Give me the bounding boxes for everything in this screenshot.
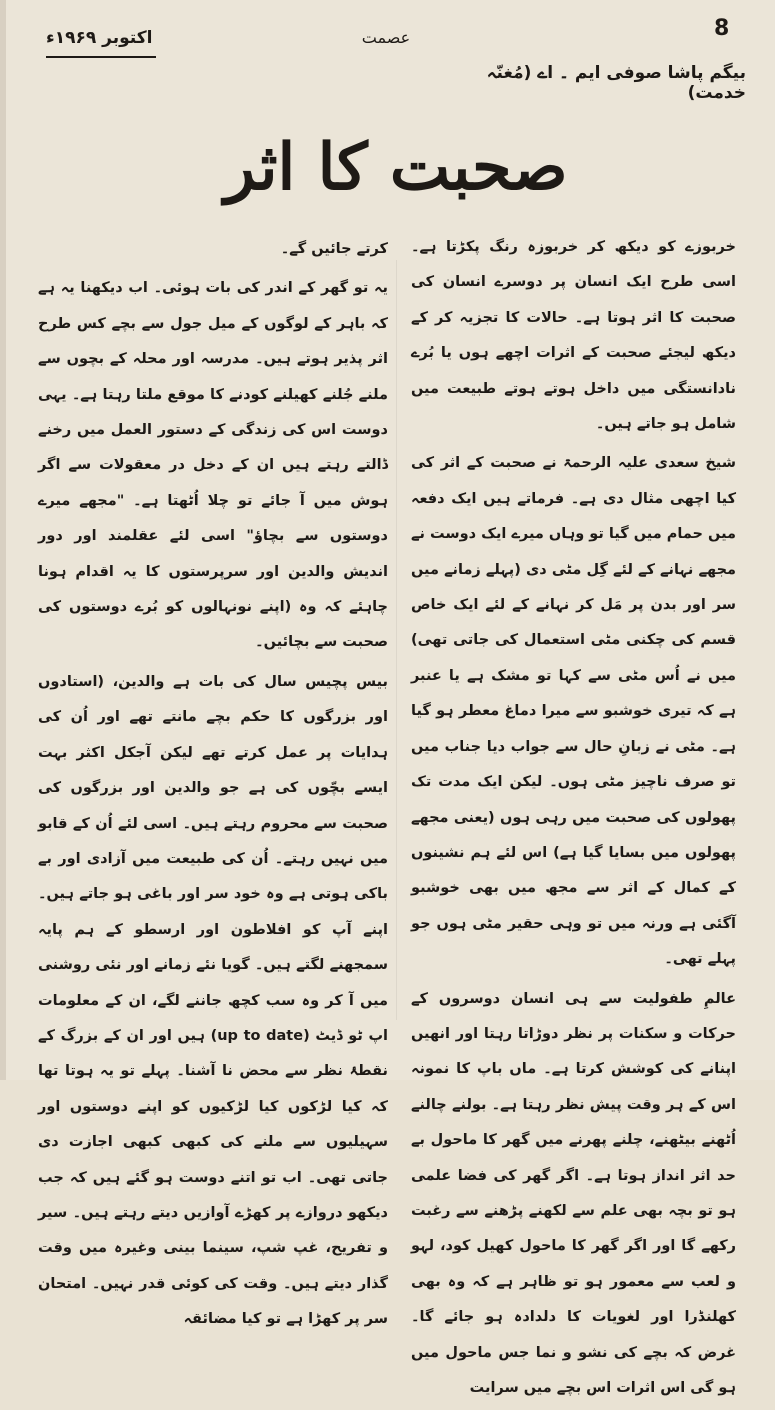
journal-name: عصمت — [361, 28, 411, 47]
paragraph: کرتے جائیں گے۔ — [280, 241, 388, 257]
paragraph: شیخ سعدی علیہ الرحمۃ نے صحبت کے اثر کی کیا اچھی مثال دی ہے۔ فرماتے ہیں ایک دفعہ میں حمام میں گیا تو وہاں میرے ایک دوست نے مجھے نہانے کے لئے گِل مٹی دی (پہلے زمانے میں سر اور بدن پر مَل کر نہانے کے لئے ایک خاص قسم کی چکنی مٹی استعمال کی جاتی تھی) میں نے اُس مٹی سے کہا تو مشک ہے یا عنبر ہے کہ تیری خوشبو سے میرا دماغ معطر ہو گیا ہے۔ مٹی نے زبانِ حال سے جواب دیا جناب میں تو صرف ناچیز مٹی ہوں۔ لیکن ایک مدت تک پھولوں کی صحبت میں رہی ہوں (یعنی مجھے پھولوں میں بسایا گیا ہے) اس لئے ہم نشینوں کے کمال کے اثر سے مجھ میں بھی خوشبو آگئی ہے ورنہ میں تو وہی حقیر مٹی ہوں جو پہلے تھی۔ — [411, 455, 736, 968]
issue-date: اکتوبر ۱۹۶۹ء — [46, 28, 153, 48]
date-underline — [46, 56, 156, 58]
right-column — [411, 230, 736, 1410]
article-title: صحبت کا اثر — [224, 130, 568, 205]
paragraph: بیس پچیس سال کی بات ہے والدین، (استادوں اور بزرگوں کا حکم بچے مانتے تھے اور اُن کی ہدایات پر عمل کرتے تھے لیکن آجکل اکثر بہت ایسے بچّوں کی ہے جو والدین اور بزرگوں کی صحبت سے محروم رہتے ہیں۔ اسی لئے اُن کے قابو میں نہیں رہتے۔ اُن کی طبیعت میں آزادی اور بے باکی ہوتی ہے وہ خود سر اور باغی ہو جاتے ہیں۔ اپنے آپ کو افلاطون اور ارسطو کے ہم پایہ سمجھنے لگتے ہیں۔ گویا نئے زمانے اور نئی روشنی میں آ کر وہ سب کچھ جاننے لگے، ان کے معلومات اپ ٹو ڈیٹ (up to date) ہیں اور ان کے بزرگ کے نقطۂ نظر سے محض نا آشنا۔ پہلے تو یہ ہوتا تھا کہ کیا لڑکوں کیا لڑکیوں کو اپنے دوستوں اور سہیلیوں سے ملنے کی کبھی کبھی اجازت دی جاتی تھی۔ اب تو اتنے دوست ہو گئے ہیں کہ جب دیکھو دروازے پر کھڑے آوازیں دیتے رہتے ہیں۔ سیر و تفریح، غپ شپ، سینما بینی وغیرہ میں وقت گذار دیتے ہیں۔ وقت کی کوئی قدر نہیں۔ امتحان سر پر کھڑا ہے تو کیا مضائقہ — [38, 673, 389, 1328]
paragraph: عالمِ طفولیت سے ہی انسان دوسروں کے حرکات و سکنات پر نظر دوڑاتا رہتا اور انھیں اپنانے کی کوشش کرتا ہے۔ ماں باپ کا نمونہ اس کے ہر وقت پیش نظر رہتا ہے۔ بولنے چالنے اُٹھنے بیٹھنے، چلنے پھرنے میں گھر کا ماحول بے حد اثر انداز ہوتا ہے۔ اگر گھر کی فضا علمی ہو تو بچہ بھی علم سے لکھنے پڑھنے سے رغبت رکھے گا اور اگر گھر کا ماحول کھیل کود، لہو و لعب سے معمور ہو تو ظاہر ہے کہ وہ بھی کھلنڈرا اور لغویات کا دلدادہ ہو جائے گا۔ غرض کہ بچے کی نشو و نما جس ماحول میں ہو گی اس اثرات اس بچے میں سرایت — [411, 990, 736, 1396]
left-column — [38, 232, 388, 1342]
paragraph: یہ تو گھر کے اندر کی بات ہوئی۔ اب دیکھنا یہ ہے کہ باہر کے لوگوں کے میل جول سے بچے کس طرح اثر پذیر ہوتے ہیں۔ مدرسہ اور محلہ کے بچوں سے ملنے جُلنے کھیلنے کودنے کا موقع ملتا رہتا ہے۔ یہی دوست اس کی زندگی کے دستور العمل میں رخنے ڈالتے رہتے ہیں ان کے دخل در معقولات سے اگر ہوش میں آ جائے تو چلا اُٹھتا ہے۔ "مجھے میرے دوستوں سے بچاؤ" اسی لئے عقلمند اور دور اندیش والدین اور سرپرستوں کا یہ اقدام ہونا چاہئے کہ وہ (اپنے نونہالوں کو بُرے دوستوں کی صحبت سے بچائیں۔ — [38, 280, 388, 651]
page-header — [6, 10, 775, 50]
page-number: 8 — [714, 16, 730, 41]
author-byline: بیگم پاشا صوفی ایم ۔ اے (مُغنّہ خدمت) — [486, 63, 746, 103]
paragraph: خربوزے کو دیکھ کر خربوزہ رنگ پکڑتا ہے۔ اسی طرح ایک انسان پر دوسرے انسان کی صحبت کا اثر ہوتا ہے۔ حالات کا تجزیہ کر کے دیکھ لیجئے صحبت کے اثرات اچھے ہوں یا بُرے نادانستگی میں داخل ہوتے ہوتے طبیعت میں شامل ہو جاتے ہیں۔ — [411, 239, 736, 433]
column-divider — [396, 260, 397, 1020]
